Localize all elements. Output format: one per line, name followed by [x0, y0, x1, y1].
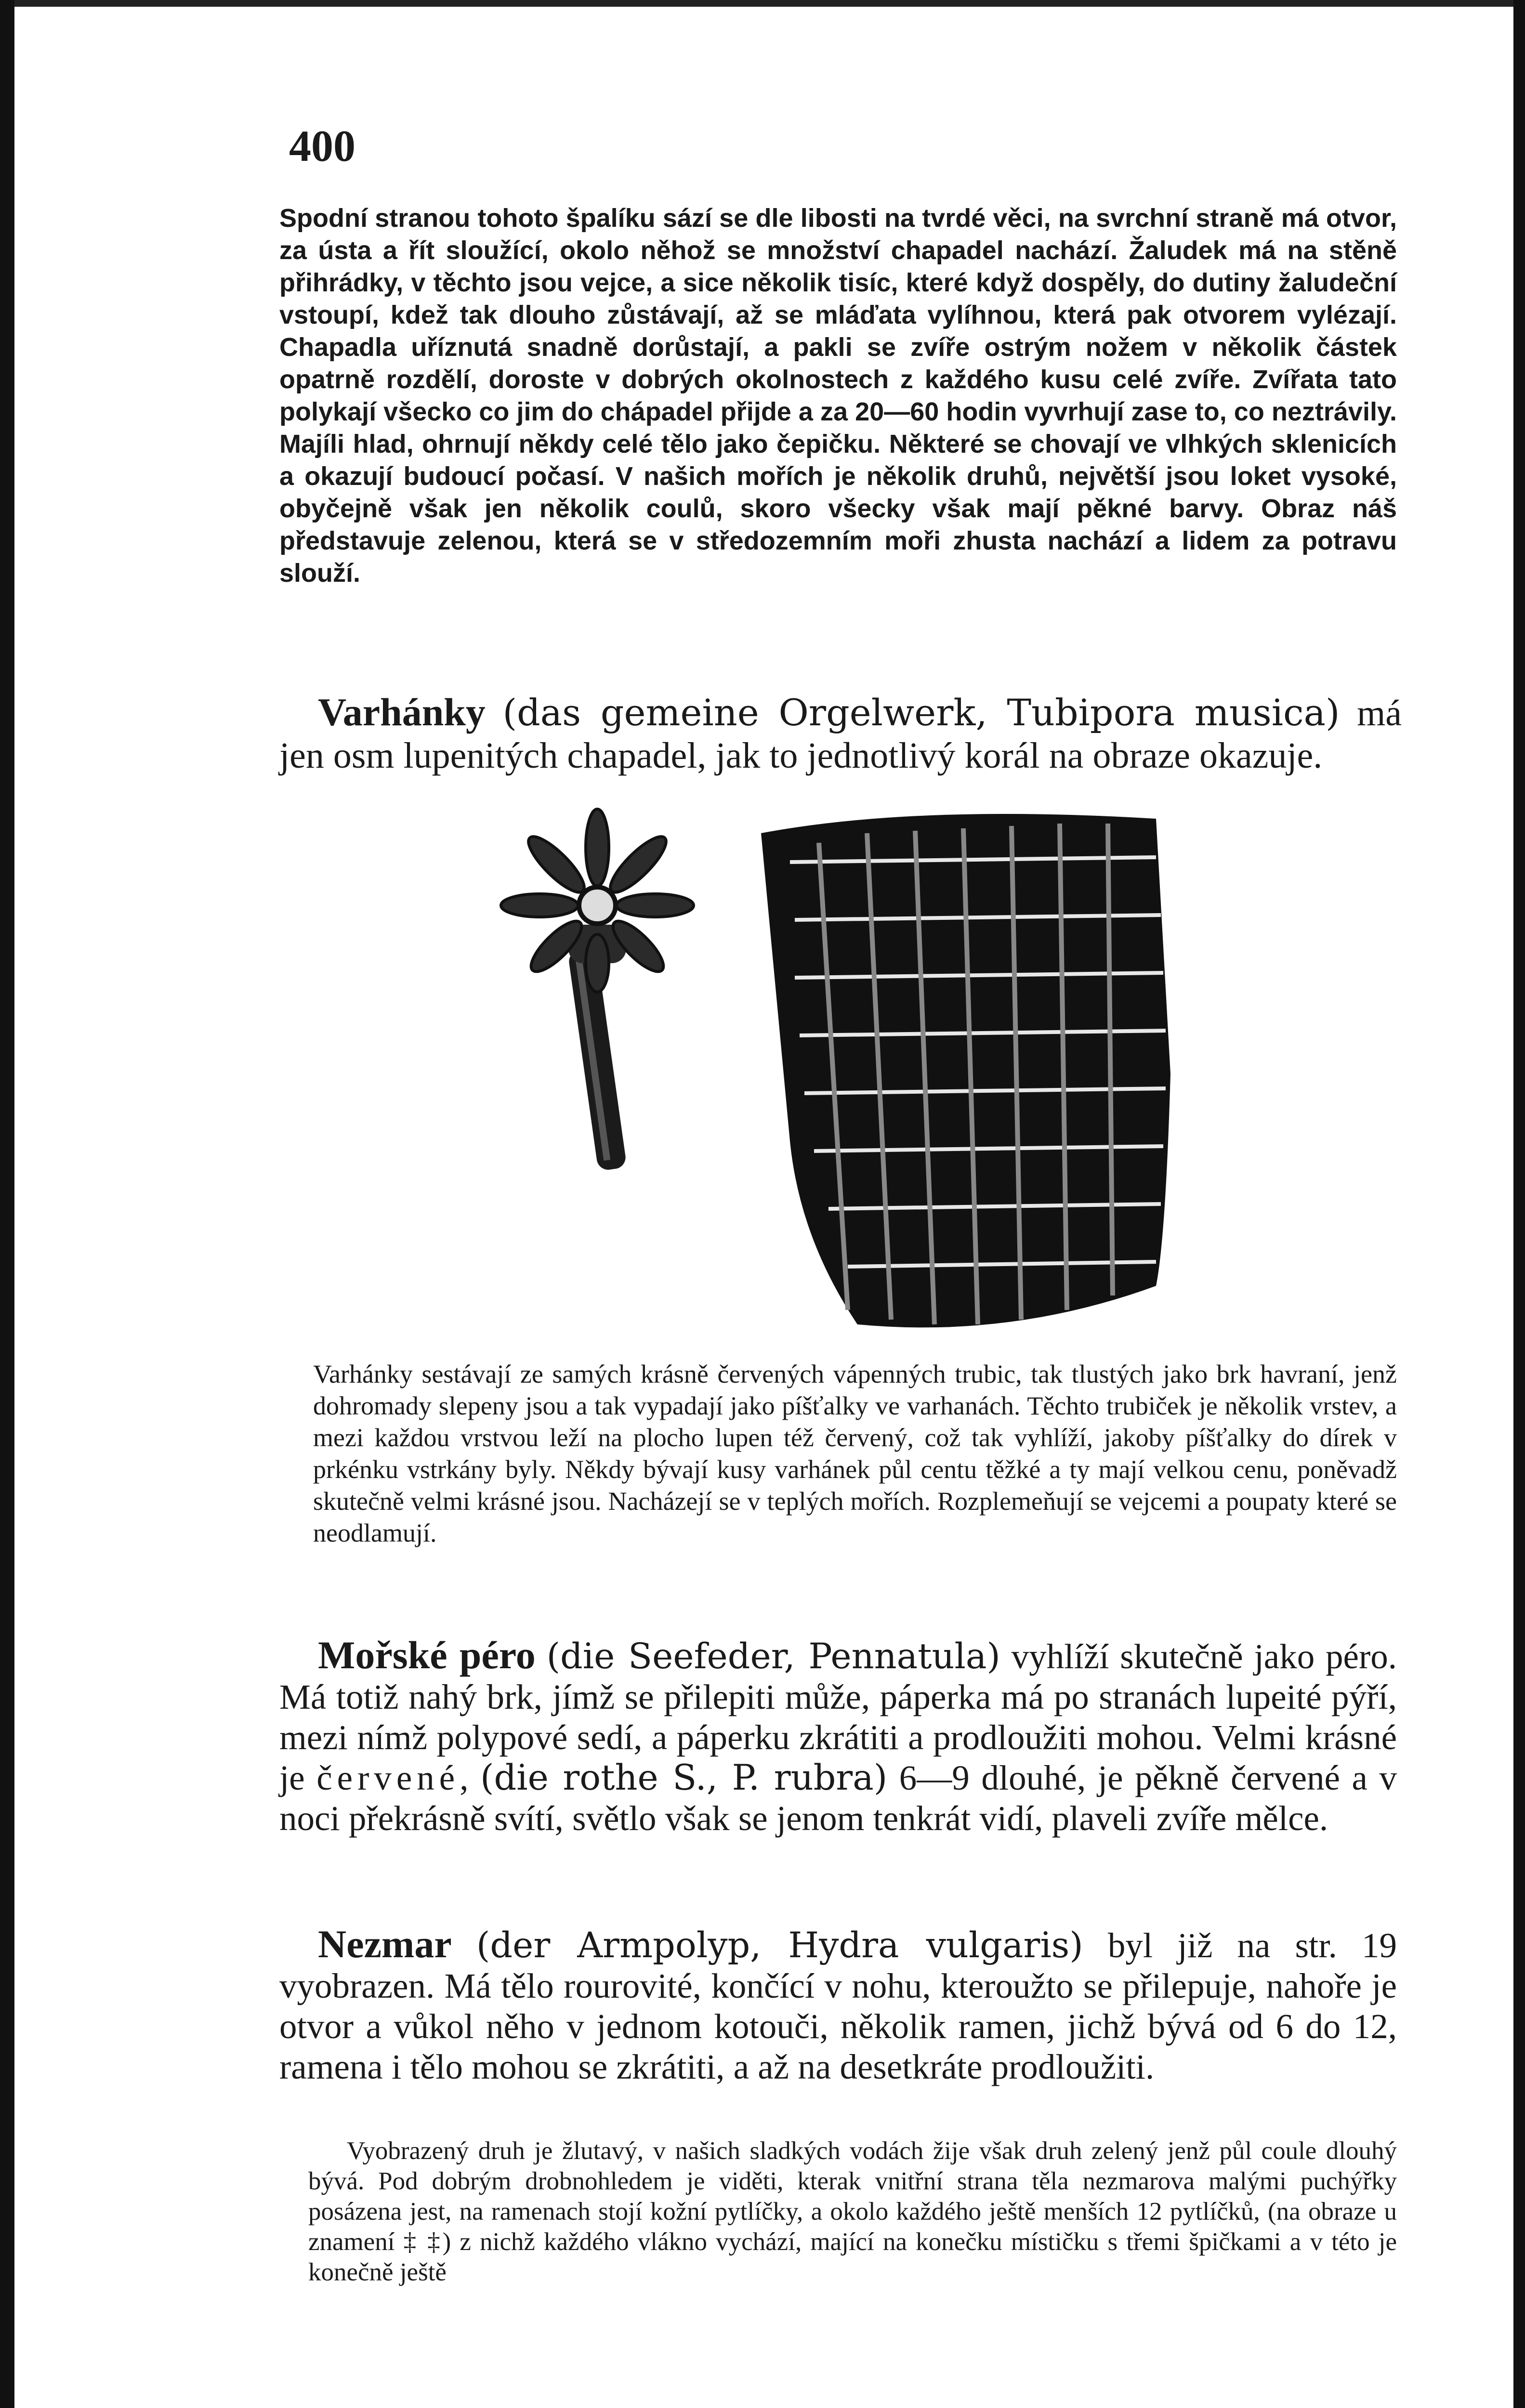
morske-pero-block [279, 1635, 1397, 1839]
organ-pipe-coral-illustration [761, 814, 1170, 1327]
figure-illustrations [482, 804, 1233, 1348]
nezmar-german: (der Armpolyp, Hydra vulgaris) [476, 1925, 1083, 1966]
scan-border-right [1513, 0, 1525, 2408]
page-number: 400 [289, 121, 355, 170]
varhanky-rest: má jen osm lupenitých chapadel, jak to jednotlivý korál na obraze okazuje. [279, 693, 1402, 776]
nezmar-block [279, 1924, 1397, 2087]
varhanky-german: (das gemeine Orgelwerk, Tubipora musica) [502, 691, 1340, 734]
morske-pero-german-2: (die rothe S., P. rubra) [480, 1757, 888, 1798]
varhanky-paragraph [279, 691, 1402, 777]
morske-pero-german: (die Seefeder, Pennatula) [546, 1636, 1000, 1677]
scan-border-top [0, 0, 1525, 7]
morske-pero-text-1: vyhlíží skutečně jako péro. Má totiž nahý brk, jímž se přilepiti může, páperka má po stranách lupeité pýří, mezi nímž polypové sedí, a páperku zkrátiti a prodloužiti mohou. Velmi krásné je [279, 1637, 1397, 1797]
varhanky-lead: Varhánky [318, 690, 486, 734]
caption-block [313, 1358, 1397, 1549]
nezmar-lead: Nezmar [318, 1922, 452, 1966]
paragraph-intro: Spodní stranou tohoto špalíku sází se dle libosti na tvrdé věci, na svrchní straně má otvor, za ústa a řít sloužící, okolo něhož se množství chapadel nachází. Žaludek má na stěně přihrádky, v těchto jsou vejce, a sice několik tisíc, které když dospěly, do dutiny žaludeční vstoupí, kdež tak dlouho zůstávají, až se mláďata vylíhnou, která pak otvorem vylézají. Chapadla uříznutá snadně dorůstají, a pakli se zvíře ostrým nožem v několik částek opatrně rozdělí, doroste v dobrých okolnostech z každého kusu celé zvíře. Zvířata tato polykají všecko co jim do chápadel přijde a za 20—60 hodin vyvrhují zase to, co neztrávily. Majíli hlad, ohrnují někdy celé tělo jako čepičku. Některé se chovají ve vlhkých sklenicích a okazují budoucí počasí. V našich mořích je několik druhů, největší jsou loket vysoké, obyčejně však jen několik coulů, skoro všecky však mají pěkné barvy. Obraz náš představuje zelenou, která se v středozemním moři zhusta nachází a lidem za potravu slouží. [279, 204, 1397, 588]
morske-pero-text-2: 6—9 dlouhé, je pěkně červené a v noci překrásně svítí, světlo však se jenom tenkrát vidí, plaveli zvíře mělce. [279, 1758, 1397, 1838]
paragraph-hydra-description: Vyobrazený druh je žlutavý, v našich sladkých vodách žije však druh zelený jenž půl coule dlouhý bývá. Pod dobrým drobnohledem je viděti, kterak vnitřní strana těla nezmarova malými puchýřky posázena jest, na ramenach stojí kožní pytlíčky, a okolo každého ještě menších 12 pytlíčků, (na obraze u znamení ‡ ‡) z nichž každého vlákno vychází, mající na konečku místičku s třemi špičkami a v této je konečně ještě [308, 2137, 1397, 2286]
morske-pero-mid: , [460, 1758, 481, 1797]
figure-svg [482, 804, 1233, 1348]
last-paragraph-block [308, 2136, 1397, 2288]
paragraph-varhanky-description: Varhánky sestávají ze samých krásně červených vápenných trubic, tak tlustých jako brk havraní, jenž dohromady slepeny jsou a tak vypadají jako píšťalky ve varhanách. Těchto trubiček je několik vrstev, a mezi každou vrstvou leží na plocho lupen též červený, což tak vyhlíží, jakoby píšťalky do dírek v prkénku vstrkány byly. Někdy bývají kusy varhánek půl centu těžké a ty mají velkou cenu, poněvadž skutečně velmi krásné jsou. Nacházejí se v teplých mořích. Rozplemeňují se vejcemi a poupaty které se neodlamují. [313, 1360, 1397, 1547]
morske-pero-lead: Mořské péro [318, 1633, 536, 1677]
nezmar-text: byl již na str. 19 vyobrazen. Má tělo rourovité, končící v nohu, kteroužto se přilepuje, nahoře je otvor a vůkol něho v jednom kotouči, několik ramen, jichž bývá od 6 do 12, ramena i tělo mohou se zkrátiti, a až na desetkráte prodloužiti. [279, 1926, 1397, 2086]
morske-pero-spaced: červené [316, 1758, 460, 1797]
single-polyp-illustration [501, 809, 694, 1171]
paragraph-intro-block [279, 202, 1397, 589]
scan-border-left [0, 0, 14, 2408]
